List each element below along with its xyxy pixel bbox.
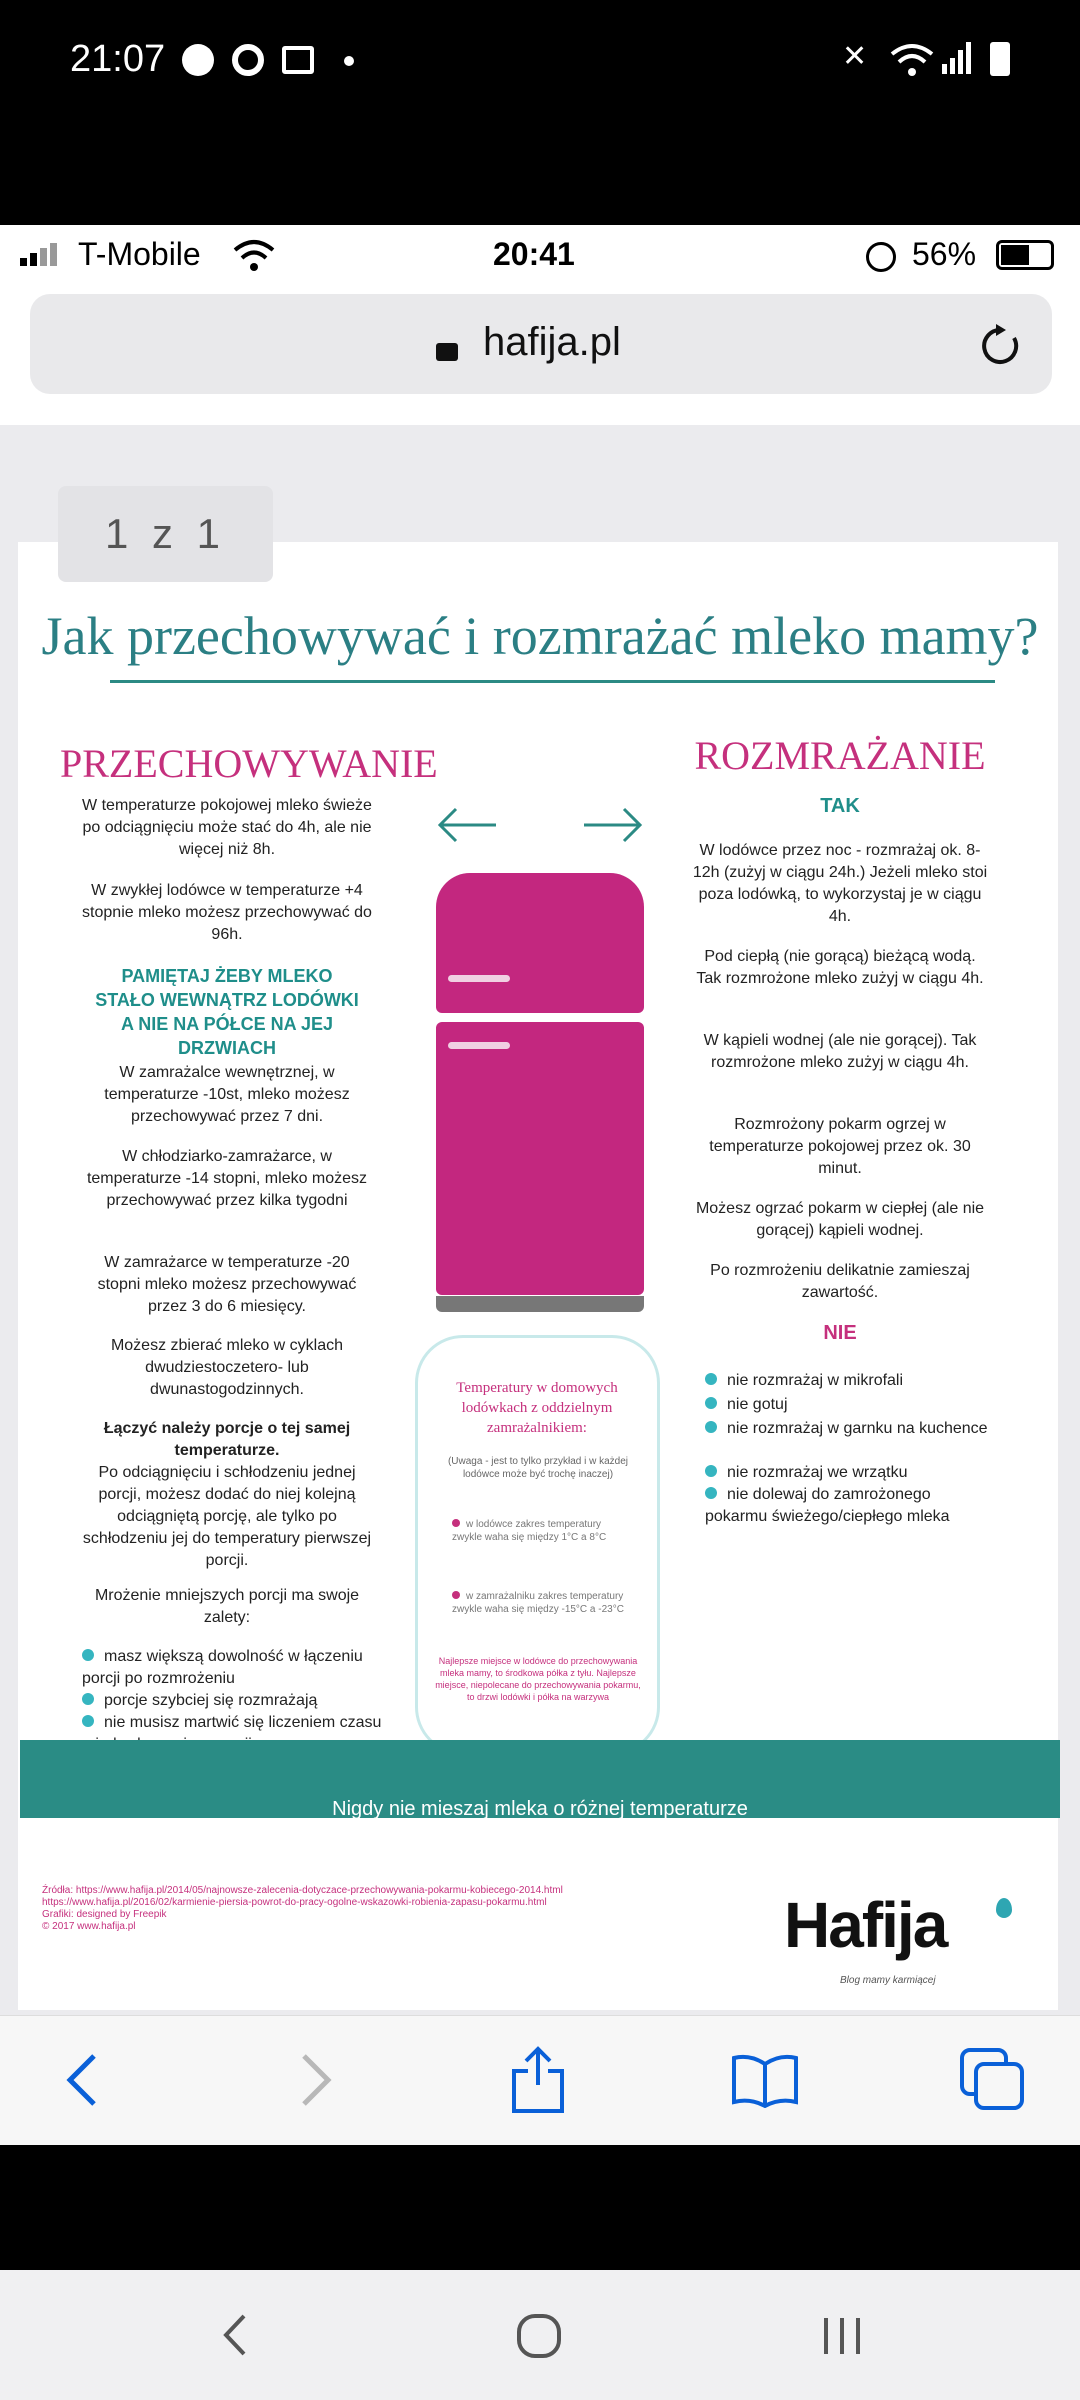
storage-p8: Mrożenie mniejszych porcji ma swoje zalety: xyxy=(94,1587,360,1626)
back-icon[interactable] xyxy=(62,2052,102,2108)
ios-clock: 20:41 xyxy=(493,236,575,272)
temp-box-note: (Uwaga - jest to tylko przykład i w każdej lodówce może być trochę inaczej) xyxy=(447,1456,629,1480)
lock-icon xyxy=(436,333,458,361)
storage-bullet: masz większą dowolność w łączeniu porcji po rozmrożeniu xyxy=(82,1648,363,1687)
thawing-bullet: nie rozmrażaj w mikrofali xyxy=(705,1370,995,1392)
source-line: Źródła: https://www.hafija.pl/2014/05/najnowsze-zalecenia-dotyczace-przechowywania-pokarmu-kobiecego-2014.html xyxy=(42,1885,563,1896)
url-text[interactable]: hafija.pl xyxy=(483,320,621,364)
storage-p2: W zwykłej lodówce w temperaturze +4 stopnie mleko możesz przechowywać do 96h. xyxy=(82,882,372,943)
thawing-p2: Pod ciepłą (nie gorącą) bieżącą wodą. Tak rozmrożone mleko zużyj w ciągu 4h. xyxy=(696,948,984,987)
thawing-p5: Możesz ogrzać pokarm w ciepłej (ale nie gorącej) kąpieli wodnej. xyxy=(695,1200,985,1239)
nav-recents-icon[interactable] xyxy=(820,2314,868,2358)
bullet-dot-icon xyxy=(705,1421,717,1433)
title-divider xyxy=(110,680,995,683)
android-clock: 21:07 xyxy=(70,38,166,80)
fridge-main-door xyxy=(436,1022,644,1295)
storage-p5: W zamrażarce w temperaturze -20 stopni mleko możesz przechowywać przez 3 do 6 miesięcy. xyxy=(97,1254,357,1315)
storage-p4: W chłodziarko-zamrażarce, w temperaturze -14 stopni, mleko możesz przechowywać przez kilka tygodni xyxy=(86,1148,368,1209)
ios-battery-icon xyxy=(996,240,1054,270)
battery-percent: 56% xyxy=(912,236,977,272)
thawing-bullet: nie dolewaj do zamrożonego pokarmu świeżego/ciepłego mleka xyxy=(705,1486,950,1525)
temp-box-bullet: w zamrażalniku zakres temperatury zwykle waha się między -15°C a -23°C xyxy=(452,1591,624,1615)
storage-p7: Po odciągnięciu i schłodzeniu jednej porcji, możesz dodać do niej kolejną odciągniętą porcję, ale tylko po schłodzeniu jej do temperatury pierwszej porcji. xyxy=(82,1464,372,1569)
banner-line-2: Nigdy nie mroź ponownie mleka po jego rozmrożeniu. xyxy=(302,1826,778,1848)
reload-icon[interactable] xyxy=(978,320,1024,370)
hafija-logo: Hafija xyxy=(784,1889,947,1961)
infographic-title: Jak przechowywać i rozmrażać mleko mamy? xyxy=(41,606,1039,666)
share-icon[interactable] xyxy=(508,2045,568,2115)
page-counter: 1 z 1 xyxy=(58,486,273,582)
temp-box-bullet: w lodówce zakres temperatury zwykle waha się między 1°C a 8°C xyxy=(452,1519,607,1543)
dot-icon xyxy=(344,56,354,66)
temp-box-heading: Temperatury w domowych lodówkach z oddzielnym zamrażalnikiem: xyxy=(456,1380,618,1436)
bookmarks-icon[interactable] xyxy=(730,2052,800,2108)
source-line: https://www.hafija.pl/2016/02/karmienie-piersia-powrot-do-pracy-ogolne-wskazowki-robienia-zapasu-pokarmu.html xyxy=(42,1897,547,1908)
wifi-icon xyxy=(888,40,936,80)
bullet-dot-icon xyxy=(705,1487,717,1499)
android-status-bar xyxy=(0,0,1080,225)
bullet-dot-icon xyxy=(452,1591,460,1599)
thawing-bullet: nie gotuj xyxy=(705,1394,995,1416)
signal-icon xyxy=(940,40,974,76)
battery-icon xyxy=(990,42,1010,76)
storage-bullet: porcje szybciej się rozmrażają xyxy=(82,1690,392,1712)
fridge-handle xyxy=(448,1042,510,1049)
chrome-icon xyxy=(232,44,264,76)
fridge-freezer-door xyxy=(436,873,644,1013)
carrier-label: T-Mobile xyxy=(78,236,201,272)
fridge-base xyxy=(436,1296,644,1312)
mute-icon: ✕ xyxy=(842,40,868,73)
thawing-no-label: NIE xyxy=(823,1322,857,1344)
thawing-p6: Po rozmrożeniu delikatnie zamieszaj zawartość. xyxy=(710,1262,970,1301)
fridge-handle xyxy=(448,975,510,982)
banner-line-1: Nigdy nie mieszaj mleka o różnej temperaturze xyxy=(332,1798,748,1820)
screen-gap xyxy=(0,2145,1080,2270)
source-line: Grafiki: designed by Freepik xyxy=(42,1909,167,1920)
storage-p6: Możesz zbierać mleko w cyklach dwudziestoczetero- lub dwunastogodzinnych. xyxy=(110,1337,344,1398)
bullet-dot-icon xyxy=(452,1519,460,1527)
storage-heading: PRZECHOWYWANIE xyxy=(60,741,438,786)
tabs-icon[interactable] xyxy=(958,2046,1028,2112)
bullet-dot-icon xyxy=(82,1715,94,1727)
thawing-bullet: nie rozmrażaj w garnku na kuchence xyxy=(705,1418,995,1440)
orientation-lock-icon xyxy=(866,242,896,272)
messenger-icon xyxy=(182,44,214,76)
storage-p3: W zamrażalce wewnętrznej, w temperaturze -10st, mleko możesz przechowywać przez 7 dni. xyxy=(104,1064,350,1125)
thawing-p3: W kąpieli wodnej (ale nie gorącej). Tak rozmrożone mleko zużyj w ciągu 4h. xyxy=(703,1032,977,1071)
storage-remember-note: PAMIĘTAJ ŻEBY MLEKO STAŁO WEWNĄTRZ LODÓWKI A NIE NA PÓŁCE NA JEJ DRZWIACH xyxy=(95,966,359,1058)
storage-bullet: nie musisz martwić się liczeniem czasu xyxy=(82,1712,392,1756)
thawing-p4: Rozmrożony pokarm ogrzej w temperaturze pokojowej przez ok. 30 minut. xyxy=(709,1116,971,1177)
nav-home-icon[interactable] xyxy=(515,2312,563,2360)
logo-tagline: Blog mamy karmiącej xyxy=(840,1975,936,1986)
arrow-left-icon xyxy=(434,800,500,850)
logo-drop-icon xyxy=(996,1898,1012,1918)
bullet-dot-icon xyxy=(705,1373,717,1385)
bullet-dot-icon xyxy=(705,1465,717,1477)
nav-back-icon[interactable] xyxy=(220,2310,250,2360)
thawing-p1: W lodówce przez noc - rozmrażaj ok. 8-12h (zużyj w ciągu 24h.) Jeżeli mleko stoi poza lodówką, to wykorzystaj je w ciągu 4h. xyxy=(692,842,988,925)
arrow-right-icon xyxy=(580,800,646,850)
ios-wifi-icon xyxy=(232,238,276,272)
cell-signal-icon xyxy=(20,240,68,268)
source-credits xyxy=(42,1885,762,1933)
thawing-heading: ROZMRAŻANIE xyxy=(694,733,986,778)
bullet-dot-icon xyxy=(82,1693,94,1705)
bullet-dot-icon xyxy=(82,1649,94,1661)
gallery-icon xyxy=(282,46,314,74)
thawing-bullet: nie rozmrażaj we wrzątku xyxy=(705,1462,995,1484)
forward-icon[interactable] xyxy=(296,2052,336,2108)
storage-p7-bold: Łączyć należy porcje o tej samej temperaturze. xyxy=(103,1420,351,1459)
source-line: © 2017 www.hafija.pl xyxy=(42,1921,136,1932)
storage-p1: W temperaturze pokojowej mleko świeże po odciągnięciu może stać do 4h, ale nie więcej niż 8h. xyxy=(82,797,372,858)
thawing-yes-label: TAK xyxy=(820,795,860,817)
bullet-dot-icon xyxy=(705,1397,717,1409)
temp-box-footnote: Najlepsze miejsce w lodówce do przechowywania mleka mamy, to środkowa półka z tyłu. Najlepsze miejsce, niepolecane do przechowywania pokarmu, to drzwi lodówki i półka na warzywa xyxy=(435,1656,641,1702)
